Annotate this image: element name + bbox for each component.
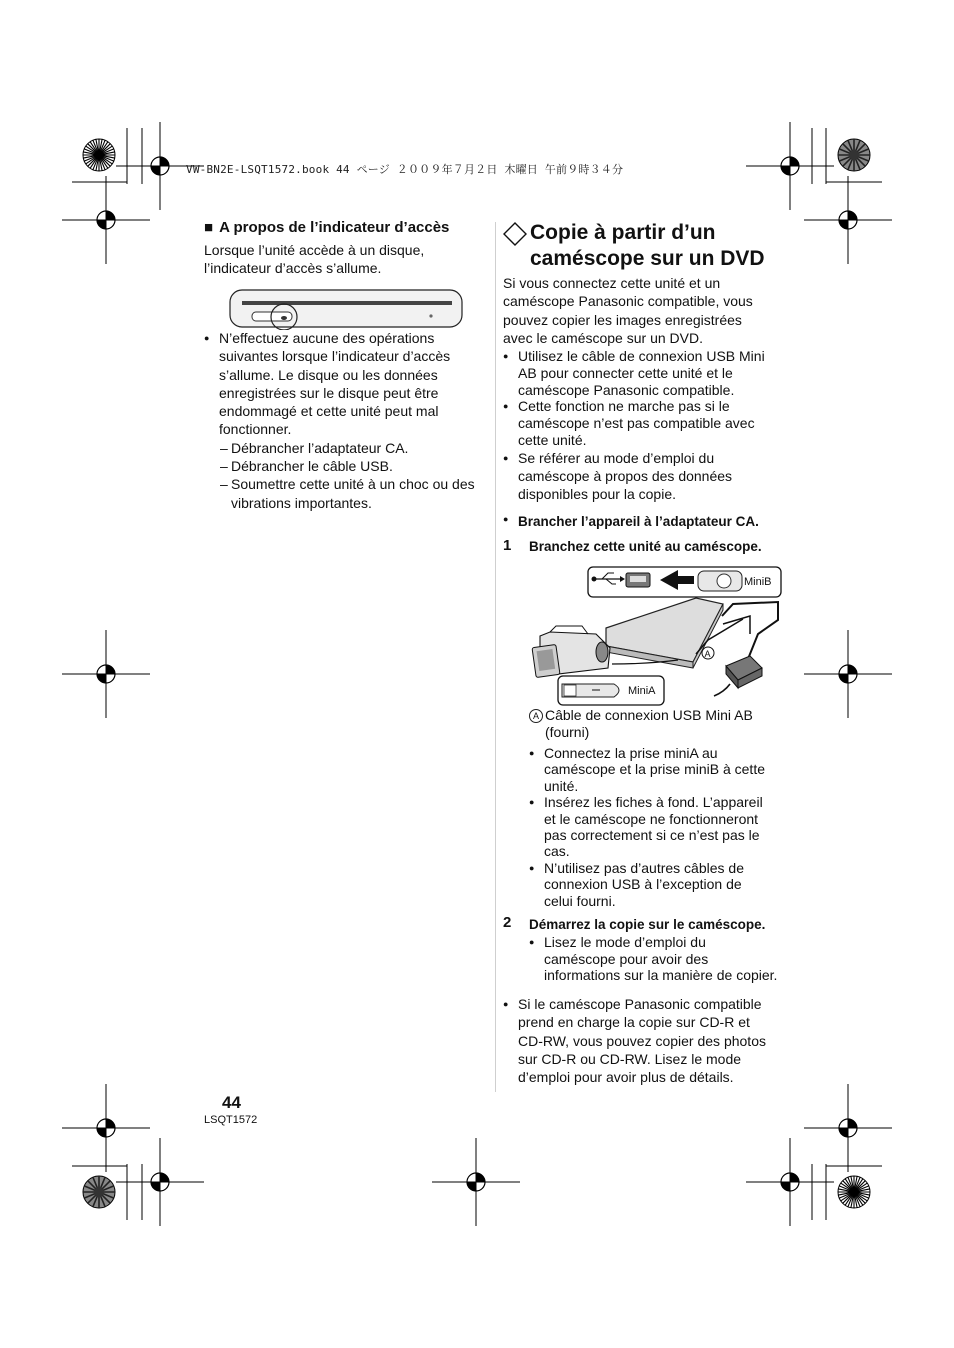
- print-header: VW-BN2E-LSQT1572.book 44 ページ ２００９年７月２日 木曜日 午前９時３４分: [186, 163, 624, 176]
- text-line: cas.: [544, 843, 570, 860]
- text-line: l’indicateur d’accès s’allume.: [204, 260, 382, 277]
- text-line: – Débrancher l’adaptateur CA.: [231, 439, 409, 456]
- text-line: connexion USB à l’exception de: [544, 876, 742, 893]
- text-line: ● Utilisez le câble de connexion USB Mini: [518, 348, 765, 364]
- step-2-text: Démarrez la copie sur le caméscope.: [529, 917, 766, 932]
- text-line: vibrations importantes.: [231, 494, 372, 511]
- document-code: LSQT1572: [204, 1114, 258, 1126]
- title-line: Copie à partir d’un: [530, 221, 716, 244]
- warning-bullet: [204, 329, 489, 439]
- text-line: endommagé et cette unité peut mal: [219, 403, 439, 420]
- text-line: ● Se référer au mode d’emploi du: [518, 449, 715, 466]
- text-line: ● Cette fonction ne marche pas si le: [518, 398, 730, 415]
- step-number-1: 1: [503, 537, 512, 554]
- section-heading-access-indicator: [204, 219, 489, 236]
- text-line: sur CD-R ou CD-RW. Lisez le mode: [518, 1050, 742, 1067]
- title-line: caméscope sur un DVD: [530, 247, 765, 270]
- text-line: fonctionner.: [219, 421, 292, 438]
- page-title: [503, 220, 793, 272]
- text-line: caméscope pour avoir des: [544, 950, 709, 967]
- step-2-bullets: [529, 934, 791, 984]
- minia-label: MiniA: [628, 685, 656, 697]
- intro-bullets: [503, 348, 788, 504]
- bullet-item: [529, 745, 791, 794]
- text-line: ● Connectez la prise miniA au: [544, 745, 718, 761]
- text-line: ● Si le caméscope Panasonic compatible: [518, 996, 762, 1012]
- text-line: pouvez copier les images enregistrées: [503, 311, 742, 328]
- dash-item: [220, 457, 489, 475]
- text-line: Câble de connexion USB Mini AB: [545, 707, 753, 723]
- text-line: CD-RW, vous pouvez copier des photos: [518, 1032, 766, 1049]
- bullet-item: [529, 860, 791, 909]
- bullet-item: [503, 348, 788, 398]
- bullet-item: [503, 398, 788, 448]
- text-line: disponibles pour la copie.: [518, 486, 676, 503]
- final-note: [503, 995, 788, 1086]
- copy-intro: [503, 274, 788, 347]
- text-line: informations sur la manière de copier.: [544, 967, 778, 984]
- text-line: unité.: [544, 777, 579, 794]
- diamond-icon: [503, 222, 527, 246]
- drive-access-indicator-illustration: [228, 288, 464, 330]
- text-line: – Soumettre cette unité à un choc ou des: [231, 476, 475, 493]
- square-bullet-icon: ■: [204, 219, 214, 236]
- intro-paragraph: [204, 241, 489, 278]
- connection-diagram: [528, 564, 786, 708]
- text-line: s’allume. Le disque ou les données: [219, 366, 438, 383]
- text-line: caméscope Panasonic compatible.: [518, 381, 735, 398]
- text-line: (fourni): [545, 724, 590, 740]
- warning-list: [204, 329, 489, 512]
- text-line: d’emploi pour avoir plus de détails.: [518, 1069, 734, 1086]
- camcorder-illustration: [532, 626, 610, 678]
- column-divider: [495, 222, 496, 1092]
- text-line: ● Insérez les fiches à fond. L’appareil: [544, 794, 763, 811]
- heading-text: A propos de l’indicateur d’accès: [219, 219, 450, 236]
- text-line: ● Lisez le mode d’emploi du: [544, 934, 706, 950]
- text-line: enregistrées sur le disque peut être: [219, 384, 439, 401]
- text-line: caméscope Panasonic compatible, vous: [503, 293, 753, 310]
- callout-marker: A: [529, 709, 543, 723]
- minib-label: MiniB: [744, 576, 772, 588]
- cable-callout: [529, 707, 791, 741]
- step-1-text: Branchez cette unité au caméscope.: [529, 539, 762, 554]
- text-line: cette unité.: [518, 431, 587, 448]
- step-number-2: 2: [503, 914, 512, 931]
- bullet-item: [529, 934, 791, 984]
- text-line: – Débrancher le câble USB.: [231, 458, 393, 475]
- bullet-item: [503, 995, 788, 1086]
- text-line: prend en charge la copie sur CD-R et: [518, 1014, 750, 1031]
- cable-marker: A: [704, 649, 711, 659]
- text-line: caméscope à propos des données: [518, 468, 733, 485]
- text-line: ● N’effectuez aucune des opérations: [219, 330, 435, 346]
- dash-item: [220, 475, 489, 512]
- text-line: et le caméscope ne fonctionneront: [544, 810, 759, 827]
- text-line: pas correctement si ce n’est pas le: [544, 827, 760, 844]
- dash-item: [220, 439, 489, 457]
- text-line: celui fourni.: [544, 892, 616, 909]
- text-line: caméscope et la prise miniB à cette: [544, 761, 765, 778]
- page-number: 44: [222, 1093, 241, 1112]
- bullet-item: [529, 794, 791, 860]
- text-line: ● N’utilisez pas d’autres câbles de: [544, 859, 744, 876]
- text-line: caméscope n’est pas compatible avec: [518, 415, 755, 432]
- bullet-item: [503, 449, 788, 504]
- text-line: AB pour connecter cette unité et le: [518, 364, 733, 381]
- prep-instruction: ● Brancher l’appareil à l’adaptateur CA.: [503, 514, 803, 529]
- step-1-bullets: [529, 745, 791, 909]
- text-line: suivantes lorsque l’indicateur d’accès: [219, 348, 451, 365]
- text-line: Si vous connectez cette unité et un: [503, 275, 721, 291]
- text-line: avec le caméscope sur un DVD.: [503, 329, 703, 346]
- text-line: Lorsque l’unité accède à un disque,: [204, 242, 425, 258]
